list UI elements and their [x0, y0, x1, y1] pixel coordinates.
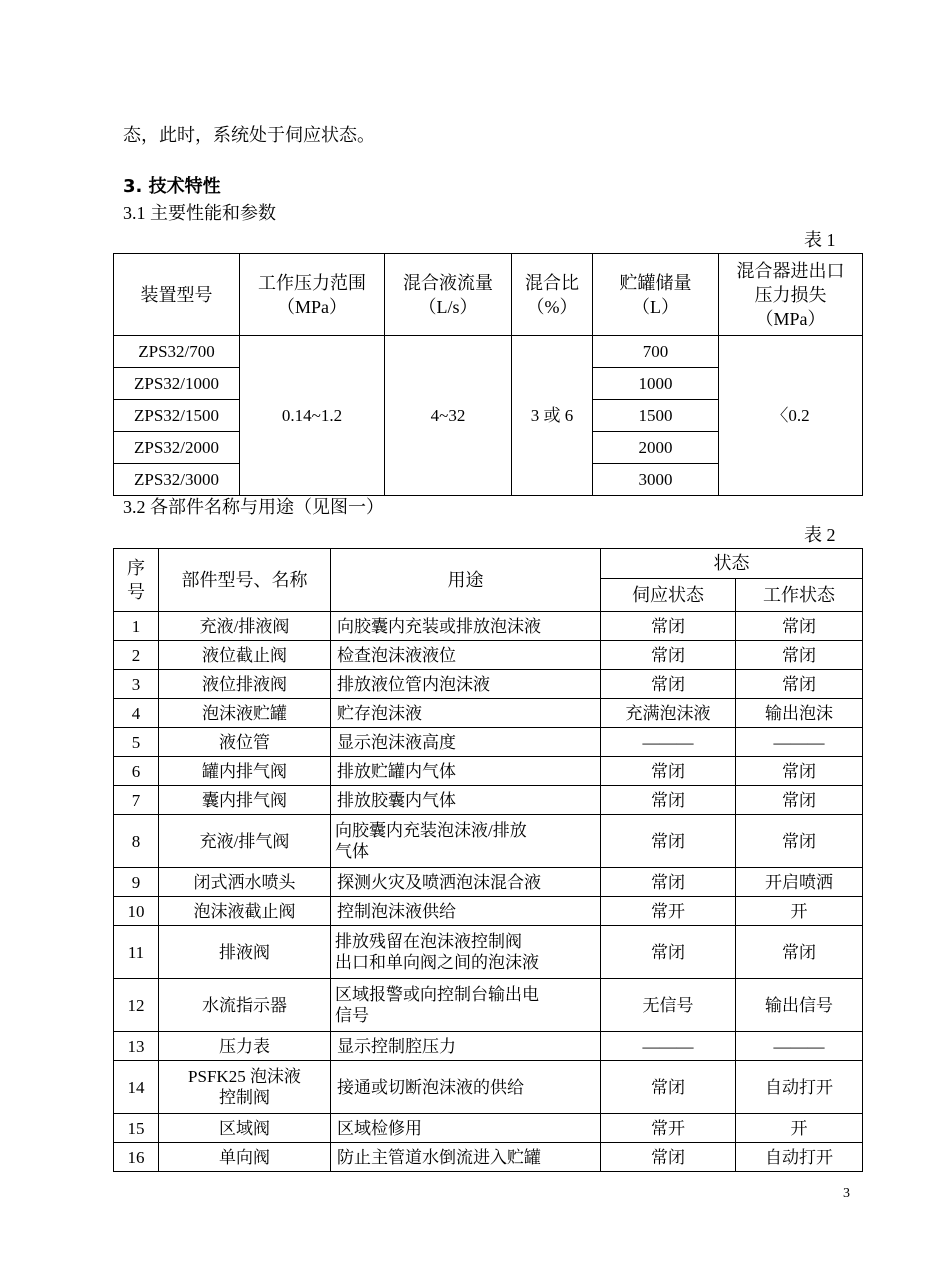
table-row — [114, 641, 863, 670]
cell-line: 罐内排气阀 — [202, 761, 287, 781]
table-row — [114, 897, 863, 926]
row-index: 4 — [114, 699, 159, 728]
cell-line: 排放胶囊内气体 — [337, 790, 456, 810]
cell-line: 泡沫液贮罐 — [202, 703, 287, 723]
working-status: ——— — [736, 1032, 863, 1061]
components-table — [113, 548, 863, 1172]
cell-line: 装置型号 — [140, 284, 213, 305]
table2-header-row — [114, 549, 863, 579]
cell-line: 工作压力范围 — [258, 272, 366, 293]
working-status: 常闭 — [736, 815, 863, 868]
standby-status: 常闭 — [601, 757, 736, 786]
table-row — [114, 1143, 863, 1172]
ratio-cell: 3 或 6 — [512, 336, 593, 496]
cell-line: （L） — [632, 296, 679, 317]
cell-line: 混合液流量 — [403, 272, 493, 293]
cell-line: 液位管 — [219, 732, 270, 752]
component-usage — [331, 670, 601, 699]
cell-line: 排放贮罐内气体 — [337, 761, 456, 781]
table-row — [114, 1061, 863, 1114]
component-name — [159, 1032, 331, 1061]
component-name — [159, 868, 331, 897]
component-name — [159, 699, 331, 728]
component-name — [159, 926, 331, 979]
cell-line: 贮存泡沫液 — [337, 703, 422, 723]
table-row — [114, 979, 863, 1032]
table-row — [114, 612, 863, 641]
section-title: 3. 技术特性 — [123, 176, 221, 197]
cell-line: 单向阀 — [219, 1147, 270, 1167]
cell-line: 区域阀 — [219, 1118, 270, 1138]
table-row — [114, 699, 863, 728]
component-usage — [331, 868, 601, 897]
cell-line: 出口和单向阀之间的泡沫液 — [335, 953, 539, 972]
component-usage — [331, 612, 601, 641]
working-status: 常闭 — [736, 786, 863, 815]
standby-status: 常闭 — [601, 641, 736, 670]
table1-header-cell — [385, 254, 512, 336]
component-usage — [331, 1061, 601, 1114]
performance-table — [113, 253, 863, 496]
header-usage: 用途 — [331, 549, 601, 612]
component-name — [159, 1143, 331, 1172]
working-status: 开启喷洒 — [736, 868, 863, 897]
cell-line: 泡沫液截止阀 — [193, 901, 296, 921]
standby-status: 常闭 — [601, 926, 736, 979]
standby-status: 常闭 — [601, 670, 736, 699]
header-status: 状态 — [601, 549, 863, 579]
component-name — [159, 641, 331, 670]
cell-line: 充液/排气阀 — [199, 831, 290, 851]
table2-caption: 表 2 — [804, 525, 836, 545]
row-index: 11 — [114, 926, 159, 979]
table-row — [114, 1114, 863, 1143]
component-name — [159, 815, 331, 868]
cell-line: 防止主管道水倒流进入贮罐 — [337, 1147, 541, 1167]
component-usage — [331, 699, 601, 728]
cell-line: 检查泡沫液液位 — [337, 645, 456, 665]
capacity-cell: 3000 — [593, 464, 719, 496]
component-name — [159, 670, 331, 699]
cell-line: 水流指示器 — [202, 995, 287, 1015]
subsection-1-title: 3.1 主要性能和参数 — [123, 203, 276, 223]
page-number: 3 — [843, 1186, 850, 1201]
table1-header-cell — [512, 254, 593, 336]
standby-status: 无信号 — [601, 979, 736, 1032]
component-name — [159, 1061, 331, 1114]
pressure-loss-cell: 〈0.2 — [719, 336, 863, 496]
working-status: 常闭 — [736, 641, 863, 670]
model-cell: ZPS32/700 — [114, 336, 240, 368]
cell-line: 混合器进出口 — [736, 260, 845, 281]
standby-status: 常闭 — [601, 612, 736, 641]
cell-line: 混合比 — [525, 272, 579, 293]
standby-status: 常闭 — [601, 815, 736, 868]
cell-line: 气体 — [335, 842, 369, 861]
cell-line: 液位截止阀 — [202, 645, 287, 665]
cell-line: 贮罐储量 — [619, 272, 692, 293]
table-row — [114, 757, 863, 786]
row-index: 9 — [114, 868, 159, 897]
header-name: 部件型号、名称 — [159, 549, 331, 612]
cell-line: 区域检修用 — [337, 1118, 422, 1138]
table-row — [114, 868, 863, 897]
working-status: 常闭 — [736, 670, 863, 699]
header-standby: 伺应状态 — [601, 579, 736, 612]
capacity-cell: 2000 — [593, 432, 719, 464]
component-name — [159, 897, 331, 926]
table-row — [114, 786, 863, 815]
cell-line: 序 — [127, 558, 145, 578]
flow-cell: 4~32 — [385, 336, 512, 496]
standby-status: ——— — [601, 728, 736, 757]
working-status: 常闭 — [736, 926, 863, 979]
row-index: 13 — [114, 1032, 159, 1061]
component-name — [159, 612, 331, 641]
table-row — [114, 926, 863, 979]
cell-line: 闭式洒水喷头 — [193, 872, 296, 892]
model-cell: ZPS32/2000 — [114, 432, 240, 464]
cell-line: （MPa） — [276, 296, 347, 317]
cell-line: （MPa） — [755, 308, 826, 329]
cell-line: PSFK25 泡沫液 — [188, 1067, 301, 1086]
table1-header-row — [114, 254, 863, 336]
row-index: 10 — [114, 897, 159, 926]
table1-header-cell — [240, 254, 385, 336]
component-usage — [331, 786, 601, 815]
component-name — [159, 757, 331, 786]
working-status: 开 — [736, 897, 863, 926]
component-usage — [331, 1032, 601, 1061]
row-index: 12 — [114, 979, 159, 1032]
standby-status: 常闭 — [601, 868, 736, 897]
row-index: 3 — [114, 670, 159, 699]
cell-line: 探测火灾及喷洒泡沫混合液 — [337, 872, 541, 892]
component-name — [159, 979, 331, 1032]
cell-line: 信号 — [335, 1006, 369, 1025]
cell-line: 排放残留在泡沫液控制阀 — [335, 932, 522, 951]
cell-line: 控制泡沫液供给 — [337, 901, 456, 921]
cell-line: （L/s） — [418, 296, 478, 317]
row-index: 16 — [114, 1143, 159, 1172]
standby-status: 充满泡沫液 — [601, 699, 736, 728]
working-status: 输出信号 — [736, 979, 863, 1032]
model-cell: ZPS32/1500 — [114, 400, 240, 432]
cell-line: 排液阀 — [219, 942, 270, 962]
working-status: 自动打开 — [736, 1143, 863, 1172]
standby-status: 常开 — [601, 897, 736, 926]
cell-line: 显示控制腔压力 — [337, 1036, 456, 1056]
subsection-2-title: 3.2 各部件名称与用途（见图一） — [123, 497, 384, 517]
component-usage — [331, 979, 601, 1032]
cell-line: 显示泡沫液高度 — [337, 732, 456, 752]
component-usage — [331, 897, 601, 926]
table1-header-cell — [114, 254, 240, 336]
cell-line: 向胶囊内充装或排放泡沫液 — [337, 616, 541, 636]
cell-line: 接通或切断泡沫液的供给 — [337, 1077, 524, 1097]
header-index — [114, 549, 159, 612]
component-usage — [331, 641, 601, 670]
working-status: 常闭 — [736, 757, 863, 786]
cell-line: 控制阀 — [219, 1088, 270, 1107]
standby-status: 常闭 — [601, 1143, 736, 1172]
cell-line: 号 — [127, 582, 145, 602]
component-usage — [331, 815, 601, 868]
capacity-cell: 700 — [593, 336, 719, 368]
pressure-range-cell: 0.14~1.2 — [240, 336, 385, 496]
component-name — [159, 1114, 331, 1143]
table-row — [114, 815, 863, 868]
standby-status: ——— — [601, 1032, 736, 1061]
standby-status: 常闭 — [601, 786, 736, 815]
cell-line: 排放液位管内泡沫液 — [337, 674, 490, 694]
standby-status: 常开 — [601, 1114, 736, 1143]
table1-header-cell — [719, 254, 863, 336]
working-status: ——— — [736, 728, 863, 757]
component-usage — [331, 926, 601, 979]
row-index: 8 — [114, 815, 159, 868]
capacity-cell: 1500 — [593, 400, 719, 432]
working-status: 开 — [736, 1114, 863, 1143]
table1-caption: 表 1 — [804, 230, 836, 250]
row-index: 5 — [114, 728, 159, 757]
component-usage — [331, 728, 601, 757]
standby-status: 常闭 — [601, 1061, 736, 1114]
row-index: 7 — [114, 786, 159, 815]
intro-line: 态，此时，系统处于伺应状态。 — [123, 125, 375, 145]
model-cell: ZPS32/1000 — [114, 368, 240, 400]
cell-line: 液位排液阀 — [202, 674, 287, 694]
model-cell: ZPS32/3000 — [114, 464, 240, 496]
cell-line: 压力表 — [219, 1036, 270, 1056]
working-status: 常闭 — [736, 612, 863, 641]
cell-line: 区域报警或向控制台输出电 — [335, 985, 539, 1004]
cell-line: （%） — [526, 296, 578, 317]
table1-header-cell — [593, 254, 719, 336]
row-index: 1 — [114, 612, 159, 641]
row-index: 15 — [114, 1114, 159, 1143]
component-usage — [331, 1114, 601, 1143]
component-usage — [331, 757, 601, 786]
cell-line: 向胶囊内充装泡沫液/排放 — [335, 821, 527, 840]
component-usage — [331, 1143, 601, 1172]
cell-line: 充液/排液阀 — [199, 616, 290, 636]
component-name — [159, 728, 331, 757]
table-row — [114, 728, 863, 757]
row-index: 2 — [114, 641, 159, 670]
cell-line: 囊内排气阀 — [202, 790, 287, 810]
capacity-cell: 1000 — [593, 368, 719, 400]
working-status: 输出泡沫 — [736, 699, 863, 728]
component-name — [159, 786, 331, 815]
working-status: 自动打开 — [736, 1061, 863, 1114]
row-index: 14 — [114, 1061, 159, 1114]
table-row — [114, 670, 863, 699]
header-working: 工作状态 — [736, 579, 863, 612]
row-index: 6 — [114, 757, 159, 786]
table-row — [114, 1032, 863, 1061]
cell-line: 压力损失 — [754, 284, 827, 305]
table1-row — [114, 336, 863, 368]
